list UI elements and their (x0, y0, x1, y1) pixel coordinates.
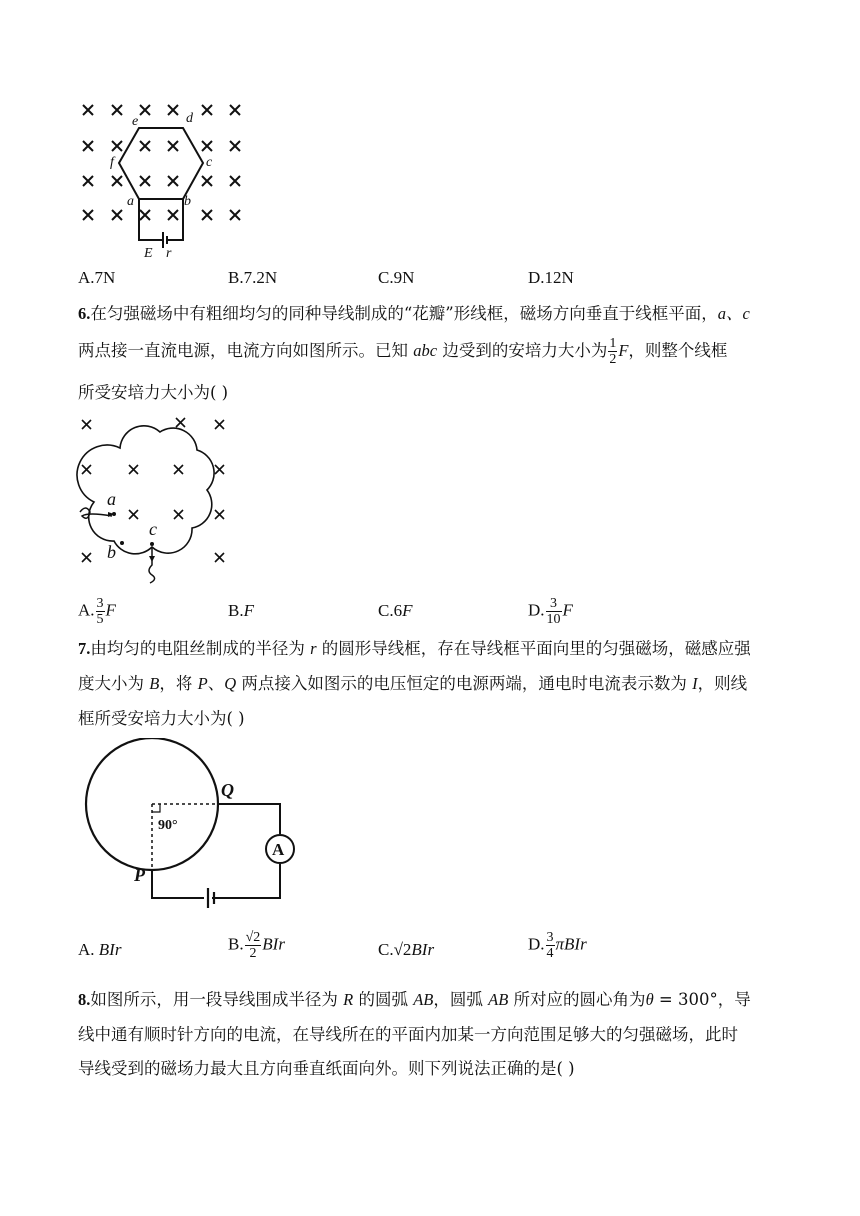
q7-line1: 7.由均匀的电阻丝制成的半径为 r 的圆形导线框，存在导线框平面向里的匀强磁场，磁感应强 (78, 639, 751, 658)
label-c: c (149, 519, 157, 539)
label-b: b (184, 194, 191, 209)
label-P: P (134, 865, 145, 885)
q6-line3: 所受安培力大小为( ) (78, 383, 229, 402)
q7-line3: 框所受安培力大小为( ) (78, 709, 245, 728)
label-E: E (144, 246, 153, 261)
q6-option-c[interactable]: C.6F (378, 601, 413, 620)
ammeter-label: A (272, 840, 285, 859)
q7-option-d[interactable]: D. $\frac{3}{4}$ πBIr (528, 930, 587, 961)
label-c: c (206, 155, 213, 170)
q7-line2: 度大小为 B，将 P、Q 两点接入如图示的电压恒定的电源两端，通电时电流表示数为 I，则线 (78, 674, 748, 693)
magnetic-field-crosses (83, 105, 240, 220)
q5-option-a[interactable]: A.7N (78, 268, 116, 287)
angle-label: 90° (158, 818, 178, 833)
q7-option-a[interactable]: A. BIr (78, 940, 122, 959)
hexagon-frame (119, 128, 203, 248)
q7-option-b[interactable]: B. $\frac{√2}{2}$ BIr (228, 930, 285, 961)
q5-option-c[interactable]: C.9N (378, 268, 415, 287)
q8-line2: 线中通有顺时针方向的电流，在导线所在的平面内加某一方向范围足够大的匀强磁场，此时 (78, 1025, 738, 1044)
magnetic-field-crosses (82, 418, 224, 562)
q5-option-b[interactable]: B.7.2N (228, 268, 278, 287)
label-f: f (110, 155, 114, 170)
q6-option-d[interactable]: D. $\frac{3}{10}$ F (528, 596, 573, 627)
q6-line1: 6.在匀强磁场中有粗细均匀的同种导线制成的“花瓣”形线框，磁场方向垂直于线框平面，a、c (78, 304, 750, 323)
q5-option-d[interactable]: D.12N (528, 268, 574, 287)
lead-c (149, 547, 155, 583)
fraction-one-half: $\frac{1}{2}$ (609, 336, 617, 367)
q8-line3: 导线受到的磁场力最大且方向垂直纸面向外。则下列说法正确的是( ) (78, 1059, 575, 1078)
q6-option-b[interactable]: B.F (228, 601, 254, 620)
label-b: b (107, 542, 116, 562)
q5-hexagon-diagram (70, 95, 260, 265)
q8-line1: 8.如图所示，用一段导线围成半径为 R 的圆弧 AB，圆弧 AB 所对应的圆心角为θ = 300°，导 (78, 990, 751, 1009)
q6-number: 6. (78, 304, 91, 323)
flower-frame (77, 426, 214, 554)
label-a: a (107, 489, 116, 509)
label-r: r (166, 246, 172, 261)
label-a: a (127, 194, 134, 209)
q7-circuit-diagram (80, 738, 305, 918)
q6-line2: 两点接一直流电源，电流方向如图所示。已知 abc 边受到的安培力大小为 $\frac{1}{2}$ F，则整个线框 (78, 336, 728, 367)
lead-a (80, 508, 112, 518)
label-d: d (186, 111, 193, 126)
row1 (83, 105, 240, 115)
q6-option-a[interactable]: A. $\frac{3}{5}$ F (78, 596, 116, 627)
battery (208, 888, 214, 908)
label-e: e (132, 114, 139, 129)
q7-option-c[interactable]: C.√2BIr (378, 940, 435, 959)
q6-flower-diagram (72, 410, 242, 585)
label-Q: Q (221, 780, 234, 800)
